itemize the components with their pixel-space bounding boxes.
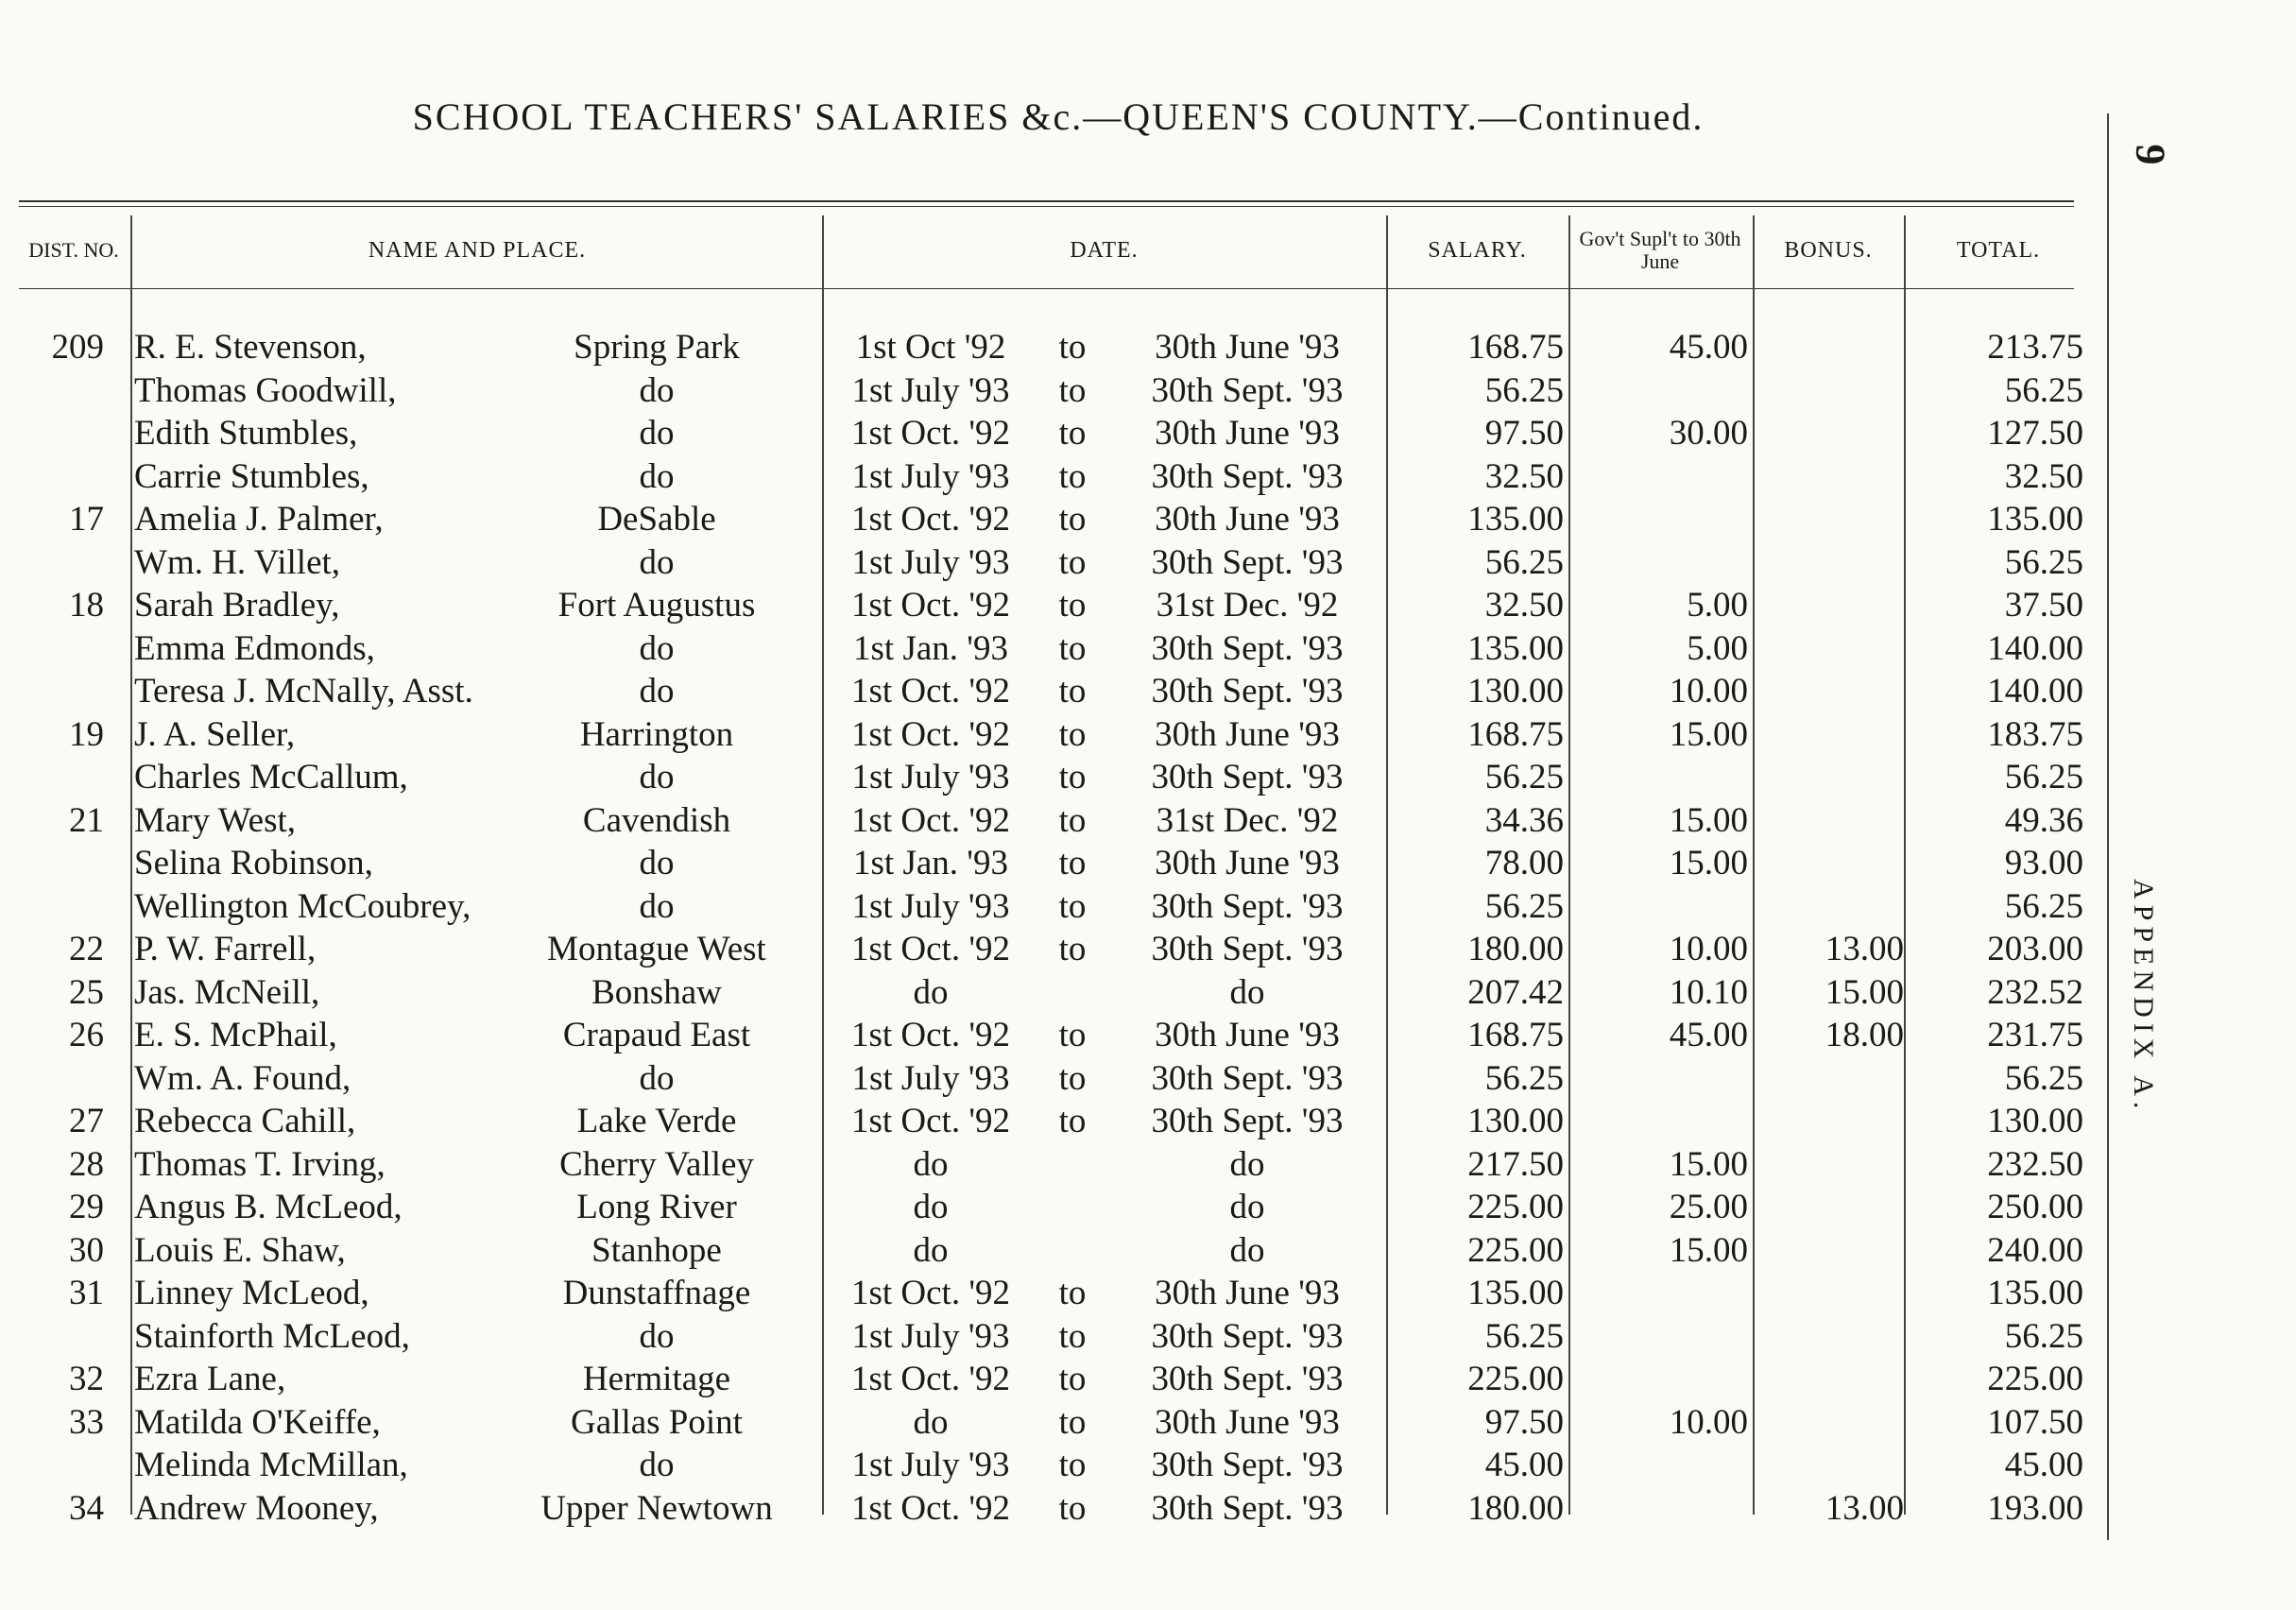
salary-value: 56.25 [1484, 886, 1564, 926]
teacher-name: Selina Robinson, [134, 844, 373, 882]
page-title: SCHOOL TEACHERS' SALARIES &c.—QUEEN'S COUNTY.—Continued. [412, 95, 1705, 138]
bonus-value: 13.00 [1825, 930, 1904, 968]
total-value: 213.75 [1987, 328, 2083, 367]
table-row [0, 670, 2107, 713]
place-name: Fort Augustus [557, 586, 756, 625]
dist-number: 209 [51, 328, 104, 367]
date-to-word: to [1058, 542, 1087, 582]
teacher-name: Linney McLeod, [134, 1274, 369, 1312]
salary-value: 97.50 [1484, 1402, 1564, 1442]
gov-suplt-value: 5.00 [1687, 628, 1748, 668]
salary-value: 225.00 [1467, 1230, 1564, 1270]
total-value: 130.00 [1987, 1102, 2083, 1140]
salary-value: 56.25 [1484, 542, 1564, 582]
teacher-name: Wm. H. Villet, [134, 542, 341, 582]
table-row [0, 842, 2107, 885]
date-until: 30th Sept. '93 [1151, 758, 1344, 796]
header-dist: DIST. NO. [28, 238, 119, 262]
header-name-place: NAME AND PLACE. [368, 238, 587, 263]
salary-value: 130.00 [1467, 1102, 1564, 1140]
place-name: do [639, 886, 675, 926]
date-from: 1st Oct. '92 [850, 1016, 1011, 1054]
dist-number: 22 [69, 930, 104, 968]
dist-number: 25 [69, 972, 104, 1012]
total-value: 32.50 [2004, 456, 2083, 496]
bonus-value: 13.00 [1825, 1488, 1904, 1528]
teacher-name: Edith Stumbles, [134, 414, 358, 453]
header-salary: SALARY. [1428, 238, 1527, 263]
salary-value: 180.00 [1467, 930, 1564, 968]
table-row [0, 885, 2107, 929]
salary-value: 34.36 [1484, 800, 1564, 840]
date-until: 30th Sept. '93 [1151, 628, 1344, 668]
table-row [0, 369, 2107, 413]
date-until: 30th June '93 [1155, 1274, 1340, 1312]
date-until: 30th Sept. '93 [1151, 1316, 1344, 1356]
salary-value: 180.00 [1467, 1488, 1564, 1528]
date-until: 30th Sept. '93 [1151, 1360, 1344, 1398]
dist-number: 32 [69, 1360, 104, 1398]
date-until: 30th Sept. '93 [1151, 542, 1344, 582]
table-row [0, 756, 2107, 799]
dist-number: 18 [69, 586, 104, 625]
gov-suplt-value: 10.00 [1669, 672, 1748, 711]
teacher-name: Carrie Stumbles, [134, 456, 369, 496]
gov-suplt-value: 5.00 [1687, 586, 1748, 625]
gov-suplt-value: 10.00 [1669, 930, 1748, 968]
date-from: 1st July '93 [851, 758, 1010, 796]
total-value: 56.25 [2004, 1316, 2083, 1356]
date-from: 1st July '93 [851, 456, 1010, 496]
date-until: 30th June '93 [1155, 1016, 1340, 1054]
total-value: 203.00 [1987, 930, 2083, 968]
table-row [0, 455, 2107, 499]
date-from: do [913, 1230, 949, 1270]
teacher-name: J. A. Seller, [134, 714, 296, 754]
date-until: 30th June '93 [1155, 1402, 1340, 1442]
salary-value: 207.42 [1467, 972, 1564, 1012]
date-to-word: to [1058, 1274, 1087, 1312]
date-from: 1st Oct. '92 [850, 586, 1011, 625]
date-to-word: to [1058, 1446, 1087, 1484]
total-value: 183.75 [1987, 714, 2083, 754]
header-bottom-rule [19, 288, 2074, 289]
dist-number: 17 [69, 500, 104, 539]
appendix-label: APPENDIX A. [2128, 879, 2159, 1115]
date-until: 30th Sept. '93 [1151, 1102, 1344, 1140]
place-name: Lake Verde [576, 1102, 737, 1140]
gov-suplt-value: 30.00 [1669, 414, 1748, 453]
date-from: 1st July '93 [851, 1446, 1010, 1484]
place-name: Upper Newtown [540, 1488, 773, 1528]
gov-suplt-value: 15.00 [1669, 714, 1748, 754]
date-to-word: to [1058, 500, 1087, 539]
place-name: Cherry Valley [559, 1144, 754, 1184]
date-from: do [913, 972, 949, 1012]
date-from: 1st Oct. '92 [850, 800, 1011, 840]
date-from: 1st Oct. '92 [850, 672, 1011, 711]
salary-value: 97.50 [1484, 414, 1564, 453]
table-row [0, 1444, 2107, 1487]
table-row [0, 498, 2107, 541]
dist-number: 33 [69, 1402, 104, 1442]
total-value: 193.00 [1987, 1488, 2083, 1528]
salary-value: 217.50 [1467, 1144, 1564, 1184]
total-value: 225.00 [1987, 1360, 2083, 1398]
salary-value: 56.25 [1484, 758, 1564, 796]
date-to-word: to [1058, 1360, 1087, 1398]
teacher-name: Ezra Lane, [134, 1360, 286, 1398]
place-name: do [639, 370, 675, 410]
date-until: 30th Sept. '93 [1151, 456, 1344, 496]
teacher-name: Stainforth McLeod, [134, 1316, 410, 1356]
total-value: 231.75 [1987, 1016, 2083, 1054]
salary-value: 135.00 [1467, 500, 1564, 539]
total-value: 135.00 [1987, 500, 2083, 539]
teacher-name: Melinda McMillan, [134, 1446, 408, 1484]
dist-number: 34 [69, 1488, 104, 1528]
total-value: 56.25 [2004, 1058, 2083, 1098]
gov-suplt-value: 15.00 [1669, 1144, 1748, 1184]
date-to-word: to [1058, 714, 1087, 754]
total-value: 240.00 [1987, 1230, 2083, 1270]
salary-value: 168.75 [1467, 714, 1564, 754]
date-to-word: to [1058, 844, 1087, 882]
total-value: 56.25 [2004, 886, 2083, 926]
place-name: do [639, 1446, 675, 1484]
dist-number: 19 [69, 714, 104, 754]
header-date: DATE. [1070, 238, 1139, 263]
date-from: 1st Oct. '92 [850, 500, 1011, 539]
place-name: Cavendish [582, 800, 731, 840]
dist-number: 30 [69, 1230, 104, 1270]
table-row [0, 1100, 2107, 1143]
teacher-name: Louis E. Shaw, [134, 1230, 346, 1270]
table-row [0, 1057, 2107, 1101]
total-value: 232.52 [1987, 972, 2083, 1012]
total-value: 56.25 [2004, 542, 2083, 582]
place-name: Montague West [547, 930, 766, 968]
dist-number: 21 [69, 800, 104, 840]
date-from: 1st July '93 [851, 886, 1010, 926]
place-name: Dunstaffnage [562, 1274, 751, 1312]
total-value: 250.00 [1987, 1188, 2083, 1226]
teacher-name: Sarah Bradley, [134, 586, 340, 625]
bonus-value: 15.00 [1825, 972, 1904, 1012]
teacher-name: Rebecca Cahill, [134, 1102, 356, 1140]
dist-number: 27 [69, 1102, 104, 1140]
date-from: do [913, 1144, 949, 1184]
table-row [0, 1487, 2107, 1531]
date-from: 1st Oct. '92 [850, 1274, 1011, 1312]
gov-suplt-value: 45.00 [1669, 1016, 1748, 1054]
date-to-word: to [1058, 1488, 1087, 1528]
teacher-name: Wm. A. Found, [134, 1058, 351, 1098]
table-row [0, 326, 2107, 369]
place-name: do [639, 414, 675, 453]
place-name: do [639, 844, 675, 882]
header-gov-suplt: Gov't Supl't to 30th June [1579, 227, 1741, 273]
total-value: 140.00 [1987, 628, 2083, 668]
date-until: 30th June '93 [1155, 500, 1340, 539]
date-from: 1st July '93 [851, 370, 1010, 410]
date-to-word: to [1058, 370, 1087, 410]
teacher-name: Amelia J. Palmer, [134, 500, 384, 539]
date-from: 1st Oct '92 [855, 328, 1006, 367]
date-until: 31st Dec. '92 [1156, 586, 1339, 625]
date-until: 30th June '93 [1155, 714, 1340, 754]
date-from: 1st Oct. '92 [850, 1360, 1011, 1398]
teacher-name: P. W. Farrell, [134, 930, 317, 968]
place-name: Hermitage [582, 1360, 731, 1398]
place-name: do [639, 542, 675, 582]
total-value: 232.50 [1987, 1144, 2083, 1184]
table-row [0, 1229, 2107, 1273]
date-until: 30th Sept. '93 [1151, 672, 1344, 711]
gov-suplt-value: 15.00 [1669, 844, 1748, 882]
date-to-word: to [1058, 414, 1087, 453]
place-name: Harrington [579, 714, 734, 754]
date-from: 1st Oct. '92 [850, 414, 1011, 453]
total-value: 49.36 [2004, 800, 2083, 840]
table-row [0, 799, 2107, 843]
salary-value: 130.00 [1467, 672, 1564, 711]
total-value: 56.25 [2004, 758, 2083, 796]
salary-value: 78.00 [1484, 844, 1564, 882]
date-from: 1st July '93 [851, 1316, 1010, 1356]
date-to-word: to [1058, 328, 1087, 367]
place-name: do [639, 758, 675, 796]
teacher-name: Jas. McNeill, [134, 972, 320, 1012]
teacher-name: E. S. McPhail, [134, 1016, 337, 1054]
place-name: DeSable [597, 500, 716, 539]
date-to-word: to [1058, 1402, 1087, 1442]
date-to-word: to [1058, 456, 1087, 496]
teacher-name: Matilda O'Keiffe, [134, 1402, 381, 1442]
total-value: 135.00 [1987, 1274, 2083, 1312]
date-to-word: to [1058, 672, 1087, 711]
place-name: Gallas Point [571, 1402, 743, 1442]
gov-suplt-value: 15.00 [1669, 1230, 1748, 1270]
teacher-name: Emma Edmonds, [134, 628, 375, 668]
total-value: 37.50 [2004, 586, 2083, 625]
salary-value: 225.00 [1467, 1360, 1564, 1398]
date-from: 1st Oct. '92 [850, 1102, 1011, 1140]
date-from: 1st July '93 [851, 1058, 1010, 1098]
top-rule-second [19, 206, 2074, 207]
teacher-name: Andrew Mooney, [134, 1488, 379, 1528]
teacher-name: Thomas Goodwill, [134, 370, 397, 410]
date-to-word: to [1058, 1102, 1087, 1140]
place-name: Bonshaw [591, 972, 722, 1012]
bonus-value: 18.00 [1825, 1016, 1904, 1054]
total-value: 93.00 [2004, 844, 2083, 882]
dist-number: 29 [69, 1188, 104, 1226]
date-from: 1st Oct. '92 [850, 714, 1011, 754]
salary-value: 168.75 [1467, 1016, 1564, 1054]
date-to-word: to [1058, 800, 1087, 840]
teacher-name: Charles McCallum, [134, 758, 408, 796]
gov-suplt-value: 45.00 [1669, 328, 1748, 367]
salary-value: 56.25 [1484, 1316, 1564, 1356]
gov-suplt-value: 15.00 [1669, 800, 1748, 840]
table-row [0, 584, 2107, 627]
date-from: 1st July '93 [851, 542, 1010, 582]
date-to-word: to [1058, 886, 1087, 926]
table-row [0, 1401, 2107, 1445]
date-until: do [1229, 1188, 1265, 1226]
teacher-name: Teresa J. McNally, Asst. [134, 672, 473, 711]
total-value: 107.50 [1987, 1402, 2083, 1442]
date-until: 30th Sept. '93 [1151, 886, 1344, 926]
table-row [0, 627, 2107, 671]
place-name: do [639, 456, 675, 496]
gov-suplt-value: 10.10 [1669, 972, 1748, 1012]
total-value: 56.25 [2004, 370, 2083, 410]
teacher-name: Mary West, [134, 800, 297, 840]
date-to-word: to [1058, 1016, 1087, 1054]
date-to-word: to [1058, 758, 1087, 796]
table-row [0, 1143, 2107, 1187]
table-row [0, 1358, 2107, 1401]
salary-value: 45.00 [1484, 1446, 1564, 1484]
date-to-word: to [1058, 1316, 1087, 1356]
date-from: 1st Oct. '92 [850, 930, 1011, 968]
salary-value: 168.75 [1467, 328, 1564, 367]
salary-value: 135.00 [1467, 1274, 1564, 1312]
teacher-name: Thomas T. Irving, [134, 1144, 386, 1184]
table-row [0, 928, 2107, 971]
place-name: Long River [576, 1188, 737, 1226]
place-name: Crapaud East [562, 1016, 751, 1054]
table-row [0, 1272, 2107, 1315]
table-row [0, 412, 2107, 455]
date-until: do [1229, 1144, 1265, 1184]
salary-table-body [0, 326, 2107, 1530]
top-rule [19, 200, 2074, 202]
salary-value: 56.25 [1484, 1058, 1564, 1098]
total-value: 45.00 [2004, 1446, 2083, 1484]
date-from: do [913, 1402, 949, 1442]
place-name: Spring Park [574, 328, 740, 367]
gov-suplt-value: 25.00 [1669, 1188, 1748, 1226]
teacher-name: Angus B. McLeod, [134, 1188, 403, 1226]
table-row [0, 1014, 2107, 1057]
header-total: TOTAL. [1956, 238, 2041, 263]
salary-value: 32.50 [1484, 586, 1564, 625]
place-name: do [639, 1058, 675, 1098]
date-from: 1st Oct. '92 [850, 1488, 1011, 1528]
dist-number: 28 [69, 1144, 104, 1184]
place-name: do [639, 1316, 675, 1356]
table-row [0, 713, 2107, 757]
place-name: do [639, 672, 675, 711]
place-name: do [639, 628, 675, 668]
dist-number: 31 [69, 1274, 104, 1312]
date-until: 30th June '93 [1155, 414, 1340, 453]
date-from: 1st Jan. '93 [853, 844, 1008, 882]
table-row [0, 1186, 2107, 1229]
salary-value: 225.00 [1467, 1188, 1564, 1226]
page-number: 9 [2127, 144, 2174, 165]
date-until: 30th Sept. '93 [1151, 1058, 1344, 1098]
right-margin-line [2107, 113, 2109, 1540]
date-to-word: to [1058, 586, 1087, 625]
date-until: 30th Sept. '93 [1151, 1488, 1344, 1528]
total-value: 127.50 [1987, 414, 2083, 453]
date-to-word: to [1058, 1058, 1087, 1098]
place-name: Stanhope [591, 1230, 722, 1270]
date-from: do [913, 1188, 949, 1226]
date-from: 1st Jan. '93 [853, 628, 1008, 668]
dist-number: 26 [69, 1016, 104, 1054]
table-row [0, 971, 2107, 1015]
gov-suplt-value: 10.00 [1669, 1402, 1748, 1442]
teacher-name: Wellington McCoubrey, [134, 886, 471, 926]
date-until: do [1229, 1230, 1265, 1270]
date-until: 30th Sept. '93 [1151, 930, 1344, 968]
date-to-word: to [1058, 930, 1087, 968]
header-bonus: BONUS. [1784, 238, 1873, 263]
salary-value: 56.25 [1484, 370, 1564, 410]
table-row [0, 541, 2107, 585]
date-until: 30th Sept. '93 [1151, 1446, 1344, 1484]
date-until: 30th June '93 [1155, 844, 1340, 882]
date-until: do [1229, 972, 1265, 1012]
salary-value: 135.00 [1467, 628, 1564, 668]
date-to-word: to [1058, 628, 1087, 668]
salary-value: 32.50 [1484, 456, 1564, 496]
teacher-name: R. E. Stevenson, [134, 328, 367, 367]
table-row [0, 1315, 2107, 1359]
date-until: 30th Sept. '93 [1151, 370, 1344, 410]
date-until: 30th June '93 [1155, 328, 1340, 367]
total-value: 140.00 [1987, 672, 2083, 711]
date-until: 31st Dec. '92 [1156, 800, 1339, 840]
